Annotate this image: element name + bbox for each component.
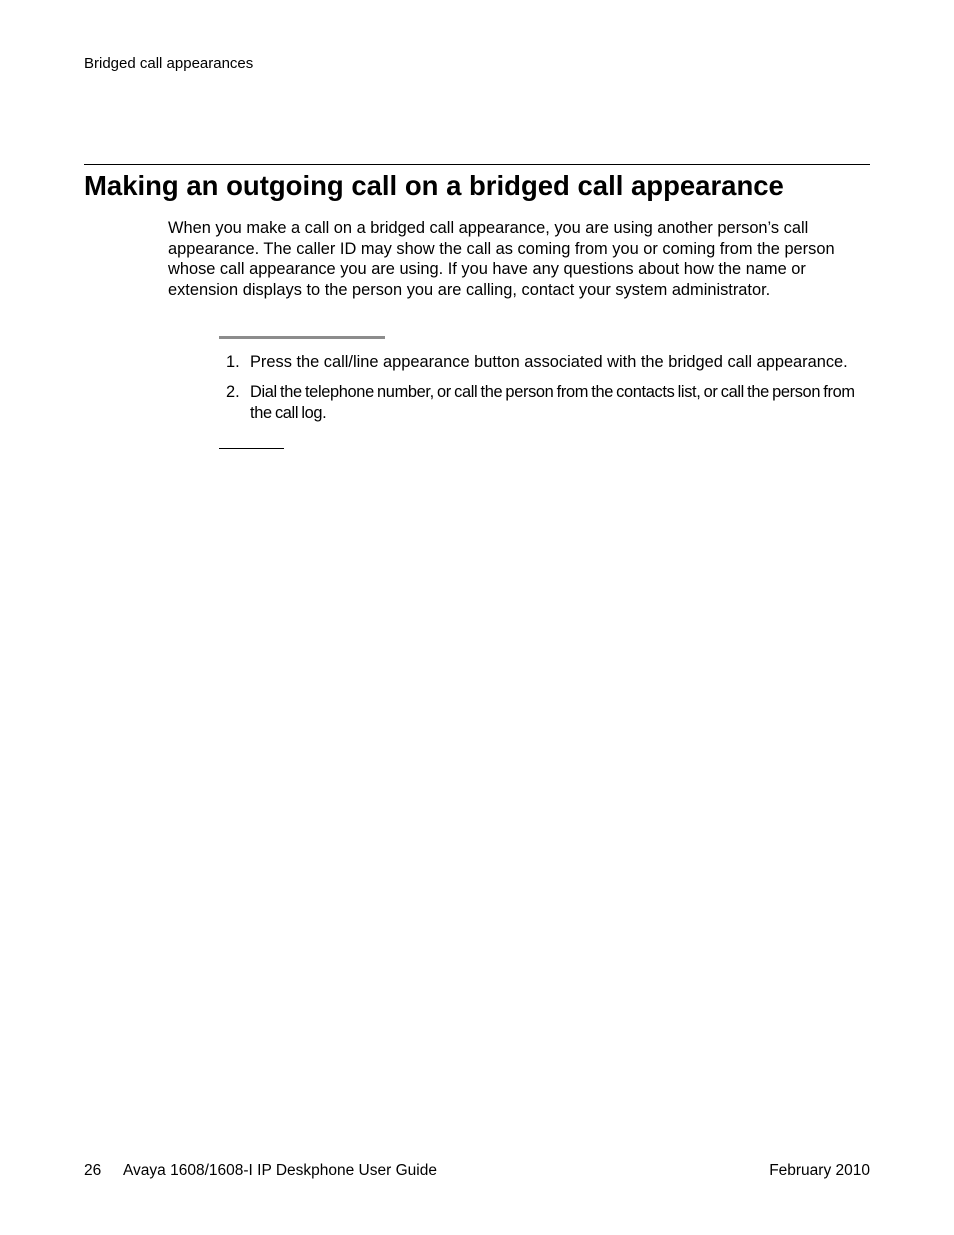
page-number: 26: [84, 1162, 102, 1179]
step-number: 1.: [226, 353, 240, 371]
procedure-step: [226, 382, 870, 424]
section-title: Making an outgoing call on a bridged call appearance: [84, 170, 784, 201]
step-text: Dial the telephone number, or call the person from the contacts list, or call the person from the call log.: [250, 383, 855, 422]
procedure-step: [226, 352, 870, 373]
title-rule: [84, 164, 870, 165]
procedure-end-rule: [219, 448, 284, 449]
footer-date: February 2010: [769, 1162, 870, 1179]
intro-paragraph: When you make a call on a bridged call appearance, you are using another person’s call appearance. The caller ID may show the call as coming from you or coming from the person whose call appearance you are using. If you have any questions about how the name or extension displays to the person you are calling, contact your system administrator.: [168, 219, 835, 300]
step-number: 2.: [226, 383, 240, 401]
running-header: Bridged call appearances: [84, 55, 254, 72]
procedure-steps: [226, 352, 870, 433]
footer-doc-title: Avaya 1608/1608-I IP Deskphone User Guide: [123, 1162, 437, 1179]
step-text: Press the call/line appearance button associated with the bridged call appearance.: [250, 353, 848, 371]
procedure-start-rule: [219, 336, 385, 339]
